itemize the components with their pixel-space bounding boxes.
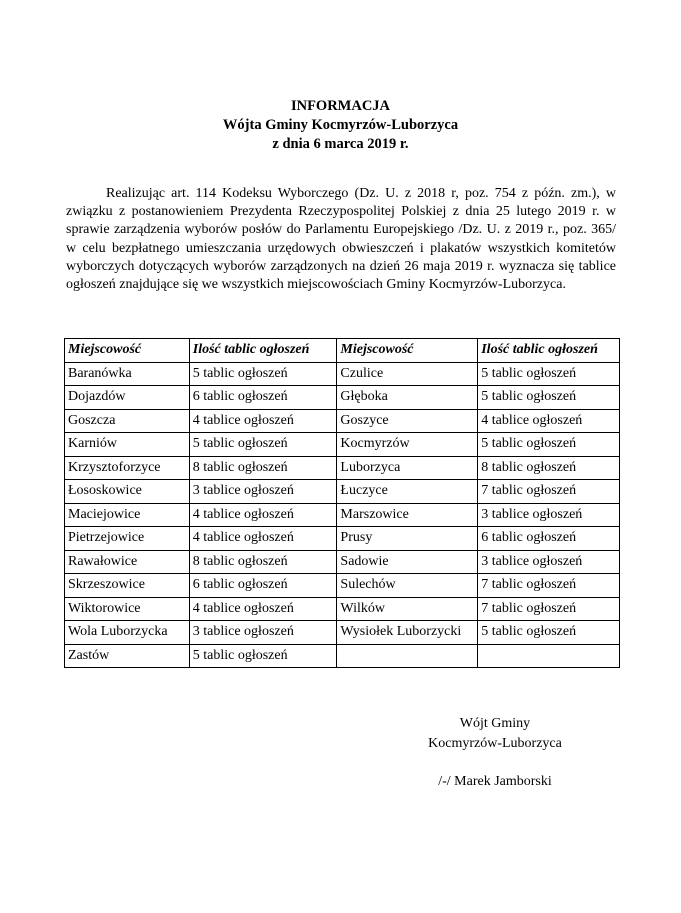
cell-place: Prusy <box>337 527 478 551</box>
cell-count: 4 tablice ogłoszeń <box>189 527 337 551</box>
cell-place: Głęboka <box>337 386 478 410</box>
header-place-left: Miejscowość <box>65 339 190 363</box>
cell-count: 5 tablic ogłoszeń <box>189 362 337 386</box>
cell-count: 8 tablic ogłoszeń <box>189 456 337 480</box>
cell-place: Karniów <box>65 433 190 457</box>
signature-name: /-/ Marek Jamborski <box>438 774 552 789</box>
table-row <box>65 574 620 598</box>
cell-place: Sulechów <box>337 574 478 598</box>
cell-count: 5 tablic ogłoszeń <box>478 621 620 645</box>
table-row <box>65 409 620 433</box>
cell-place: Łososkowice <box>65 480 190 504</box>
cell-count: 3 tablice ogłoszeń <box>189 621 337 645</box>
table-row <box>65 362 620 386</box>
places-table <box>64 338 620 668</box>
cell-count: 4 tablice ogłoszeń <box>189 597 337 621</box>
cell-place: Sadowie <box>337 550 478 574</box>
table-row <box>65 597 620 621</box>
cell-place: Skrzeszowice <box>65 574 190 598</box>
cell-place: Wiktorowice <box>65 597 190 621</box>
cell-place: Krzysztoforzyce <box>65 456 190 480</box>
cell-count: 4 tablice ogłoszeń <box>189 503 337 527</box>
cell-place: Czulice <box>337 362 478 386</box>
cell-count <box>478 644 620 668</box>
cell-count: 3 tablice ogłoszeń <box>189 480 337 504</box>
cell-count: 4 tablice ogłoszeń <box>478 409 620 433</box>
table-row <box>65 456 620 480</box>
header-count-right: Ilość tablic ogłoszeń <box>478 339 620 363</box>
cell-count: 7 tablic ogłoszeń <box>478 597 620 621</box>
table-row <box>65 621 620 645</box>
cell-count: 8 tablic ogłoszeń <box>189 550 337 574</box>
document-date: z dnia 6 marca 2019 r. <box>272 136 409 152</box>
table-row <box>65 480 620 504</box>
cell-count: 3 tablice ogłoszeń <box>478 503 620 527</box>
cell-place: Wysiołek Luborzycki <box>337 621 478 645</box>
cell-count: 5 tablic ogłoszeń <box>478 433 620 457</box>
table-row <box>65 503 620 527</box>
cell-place: Wola Luborzycka <box>65 621 190 645</box>
header-place-right: Miejscowość <box>337 339 478 363</box>
cell-place: Goszcza <box>65 409 190 433</box>
body-paragraph: Realizując art. 114 Kodeksu Wyborczego (Dz. U. z 2018 r, poz. 754 z późn. zm.), w związku z postanowieniem Prezydenta Rzeczypospolitej Polskiej z dnia 25 lutego 2019 r. w sprawie zarządzenia wyborów posłów do Parlamentu Europejskiego /Dz. U. z 2019 r., poz. 365/ w celu bezpłatnego umieszczania urzędowych obwieszczeń i plakatów wszystkich komitetów wyborczych dotyczących wyborów zarządzonych na dzień 26 maja 2019 r. wyznacza się tablice ogłoszeń znajdujące się we wszystkich miejscowościach Gminy Kocmyrzów-Luborzyca. <box>66 186 616 293</box>
cell-place: Wilków <box>337 597 478 621</box>
table-row <box>65 644 620 668</box>
title-block <box>0 97 681 154</box>
cell-place: Baranówka <box>65 362 190 386</box>
cell-place <box>337 644 478 668</box>
document-subtitle: Wójta Gminy Kocmyrzów-Luborzyca <box>222 117 459 133</box>
table-row <box>65 386 620 410</box>
document-title: INFORMACJA <box>290 98 391 114</box>
cell-place: Goszyce <box>337 409 478 433</box>
cell-count: 7 tablic ogłoszeń <box>478 574 620 598</box>
cell-count: 7 tablic ogłoszeń <box>478 480 620 504</box>
signature-office: Kocmyrzów-Luborzyca <box>428 736 562 751</box>
table-row <box>65 433 620 457</box>
cell-count: 3 tablice ogłoszeń <box>478 550 620 574</box>
signature-title: Wójt Gminy <box>459 716 531 731</box>
cell-place: Maciejowice <box>65 503 190 527</box>
cell-place: Rawałowice <box>65 550 190 574</box>
cell-count: 4 tablice ogłoszeń <box>189 409 337 433</box>
cell-count: 5 tablic ogłoszeń <box>189 644 337 668</box>
signature-block <box>380 714 610 792</box>
cell-place: Pietrzejowice <box>65 527 190 551</box>
cell-place: Marszowice <box>337 503 478 527</box>
cell-place: Dojazdów <box>65 386 190 410</box>
table-row <box>65 550 620 574</box>
cell-count: 5 tablic ogłoszeń <box>189 433 337 457</box>
cell-place: Łuczyce <box>337 480 478 504</box>
cell-count: 6 tablic ogłoszeń <box>189 386 337 410</box>
cell-count: 8 tablic ogłoszeń <box>478 456 620 480</box>
cell-count: 6 tablic ogłoszeń <box>189 574 337 598</box>
cell-count: 6 tablic ogłoszeń <box>478 527 620 551</box>
cell-count: 5 tablic ogłoszeń <box>478 362 620 386</box>
cell-count: 5 tablic ogłoszeń <box>478 386 620 410</box>
table-header-row <box>65 339 620 363</box>
cell-place: Luborzyca <box>337 456 478 480</box>
table-row <box>65 527 620 551</box>
header-count-left: Ilość tablic ogłoszeń <box>189 339 337 363</box>
cell-place: Zastów <box>65 644 190 668</box>
cell-place: Kocmyrzów <box>337 433 478 457</box>
